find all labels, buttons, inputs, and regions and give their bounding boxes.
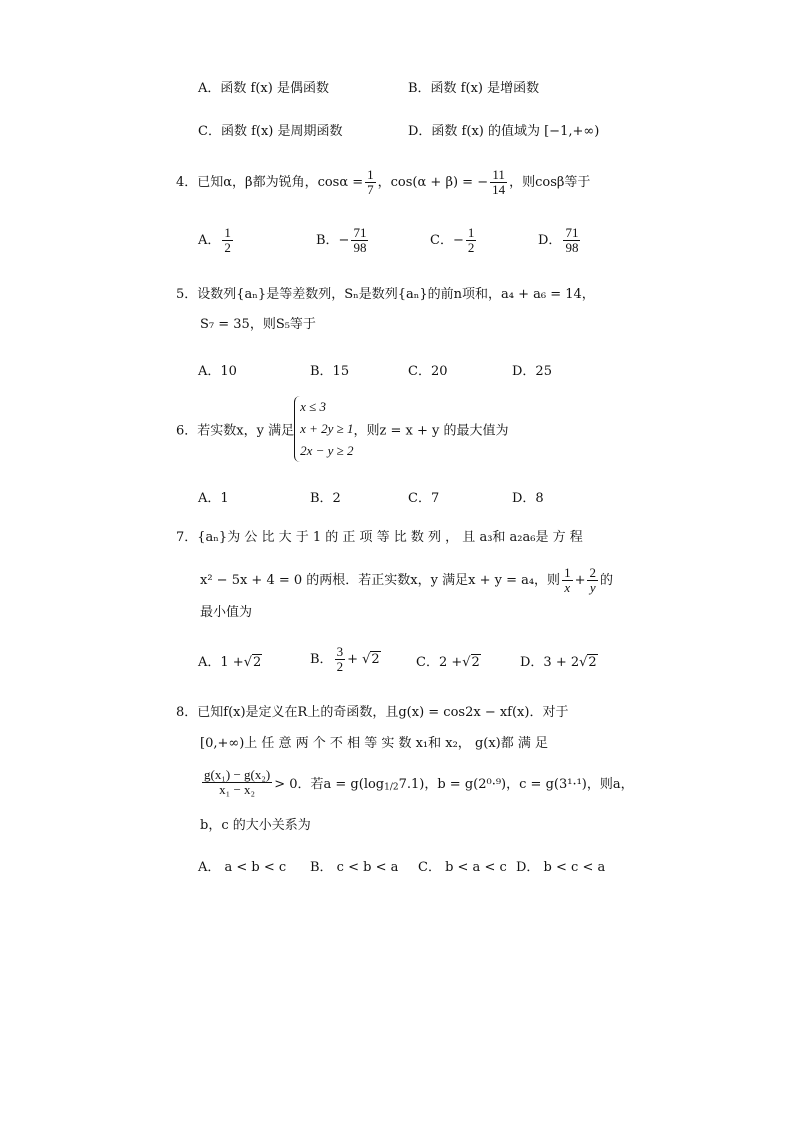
q4-option-d: D． $\frac{71}{98}$ xyxy=(538,225,579,255)
q4-frac-1-num: 1 xyxy=(367,167,374,182)
q8-log-base: 1/2 xyxy=(384,782,399,793)
q5-option-b: B．15 xyxy=(310,364,350,379)
q3-option-d: D．函数 f(x) 的值域为 [−1,+∞) xyxy=(408,124,600,139)
q8-option-a: A． a < b < c xyxy=(198,860,287,875)
q8-option-c: C． b < a < c xyxy=(418,860,507,875)
q7-option-c: C．2 +√2 xyxy=(416,655,480,670)
q8-stem-line4: b，c 的大小关系为 xyxy=(200,818,311,833)
q3-option-c: C．函数 f(x) 是周期函数 xyxy=(198,124,343,139)
q6-constraint-2: x + 2y ≥ 1 xyxy=(300,421,354,436)
q5-option-a: A．10 xyxy=(198,364,237,379)
q7-frac-1: $\frac{1}{x}$ xyxy=(564,565,571,595)
q8-option-b: B． c < b < a xyxy=(310,860,399,875)
q4-stem-post: ，则cosβ等于 xyxy=(509,175,591,190)
q4-stem xyxy=(176,168,590,197)
q7-frac-2: $\frac{2}{y}$ xyxy=(589,565,596,595)
q4-stem-mid: ，cos(α + β) = − xyxy=(377,175,489,190)
q4-frac-2-den: 14 xyxy=(492,182,506,197)
q6-stem xyxy=(176,396,509,462)
q6-stem-post: ，则z = x + y 的最大值为 xyxy=(353,423,509,439)
q8-frac: $\frac{\text{g(x₁) − g(x₂)}}{\text{x₁ − x₂}}$ xyxy=(204,767,271,797)
q4-option-a: A． $\frac{1}{2}$ xyxy=(198,225,231,255)
q7-stem-line2-post: 的 xyxy=(599,573,613,588)
q4-stem-pre: 4．已知α，β都为锐角，cosα = xyxy=(176,175,364,190)
q6-constraint-3: 2x − y ≥ 2 xyxy=(300,443,354,458)
q4-frac-2-num: 11 xyxy=(490,168,507,183)
q5-option-d: D．25 xyxy=(512,364,552,379)
q6-constraint-system xyxy=(294,396,353,462)
q4-frac-2 xyxy=(490,168,507,197)
q3-option-a: A．函数 f(x) 是偶函数 xyxy=(198,81,329,96)
q6-option-d: D．8 xyxy=(512,491,544,506)
q8-stem-line3: $\frac{\text{g(x₁) − g(x₂)}}{\text{x₁ − x₂}}$ > 0．若$a = g(\log_{1/2}7.1)$，b = g(2⁰·⁹)，c = g(3¹·¹)，则a， xyxy=(204,767,634,797)
q7-stem-line1: 7．{aₙ}为 公 比 大 于 1 的 正 项 等 比 数 列 ， 且 a₃和 a₂a₆是 方 程 xyxy=(176,530,583,545)
q6-option-b: B．2 xyxy=(310,491,341,506)
q8-option-d: D． b < c < a xyxy=(516,860,606,875)
q6-stem-pre: 6．若实数x，y 满足 xyxy=(176,423,295,439)
q5-option-c: C．20 xyxy=(408,364,448,379)
q8-stem-line2: [0,+∞)上 任 意 两 个 不 相 等 实 数 x₁和 x₂， g(x)都 满 足 xyxy=(200,736,549,751)
q5-stem-line1: 5．设数列{aₙ}是等差数列，Sₙ是数列{aₙ}的前n项和，a₄ + a₆ = 14， xyxy=(176,287,595,302)
q4-frac-1 xyxy=(365,168,376,197)
q7-stem-line2-pre: x² − 5x + 4 = 0 的两根．若正实数x，y 满足x + y = a₄，则 xyxy=(200,573,561,588)
q4-option-c: C．− $\frac{1}{2}$ xyxy=(430,225,475,255)
q6-option-c: C．7 xyxy=(408,491,440,506)
q4-option-b: B．− $\frac{71}{98}$ xyxy=(316,225,367,255)
q4-frac-1-den: 7 xyxy=(367,182,374,197)
q7-stem-line2: x² − 5x + 4 = 0 的两根．若正实数x，y 满足x + y = a₄，则 $\frac{1}{x}$ + $\frac{2}{y}$ 的 xyxy=(200,565,613,595)
q7-option-d: D．3 + 2√2 xyxy=(520,655,597,670)
q3-option-b: B．函数 f(x) 是增函数 xyxy=(408,81,540,96)
q6-option-a: A．1 xyxy=(198,491,229,506)
q5-stem-line2: S₇ = 35，则S₅等于 xyxy=(200,317,316,332)
q7-stem-line3: 最小值为 xyxy=(200,605,253,620)
q7-option-a: A．1 +√2 xyxy=(198,655,262,670)
q7-option-b: B． $\frac{3}{2}$ + √2 xyxy=(310,644,380,674)
q6-constraint-1: x ≤ 3 xyxy=(300,399,326,414)
q8-stem-line1: 8．已知f(x)是定义在R上的奇函数，且g(x) = cos2x − xf(x)．对于 xyxy=(176,705,569,720)
